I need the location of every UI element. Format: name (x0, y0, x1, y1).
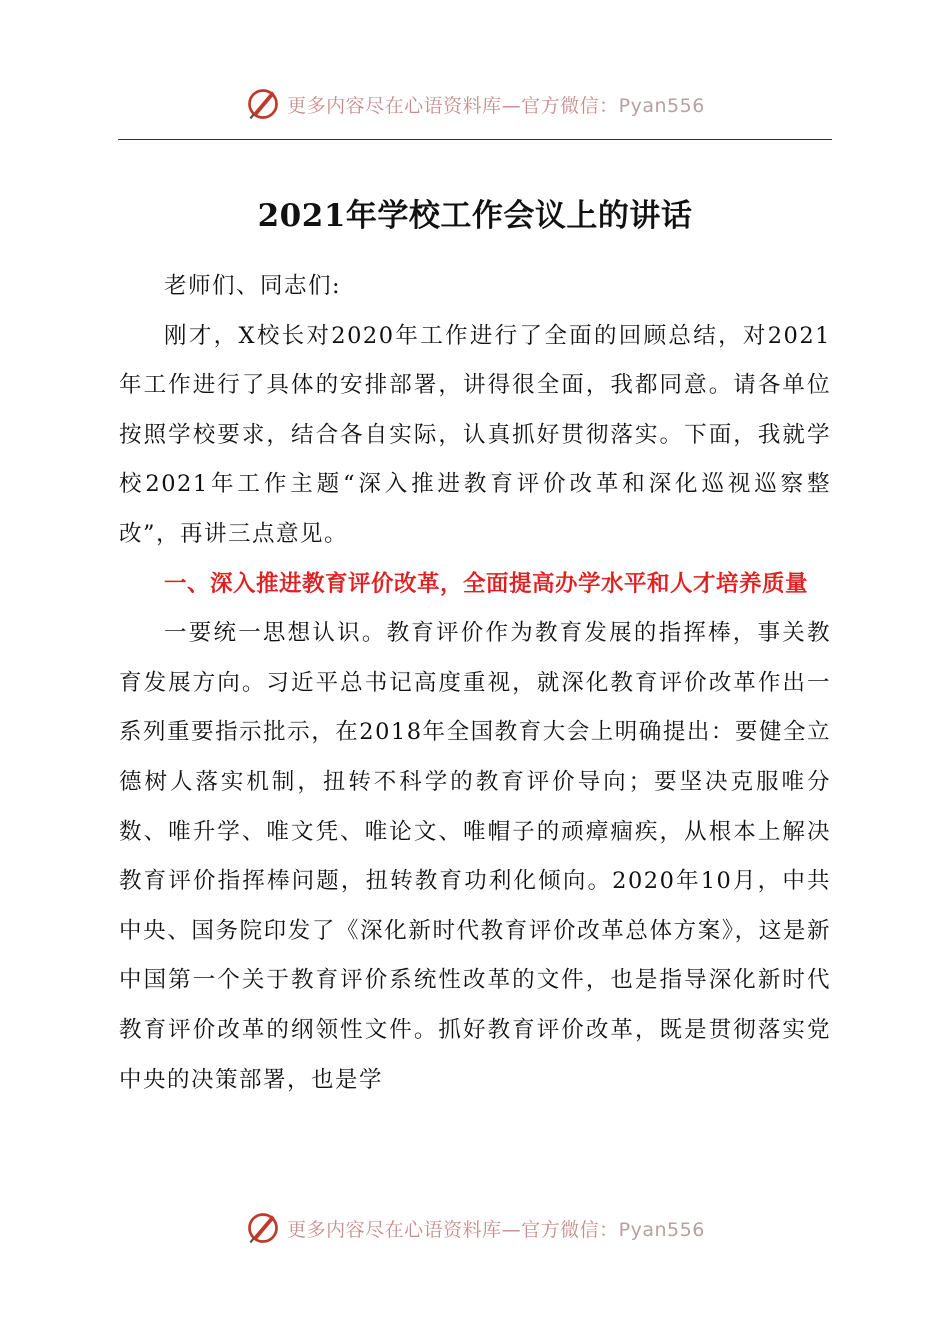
footer-banner (0, 1208, 950, 1248)
document-body (119, 262, 831, 1105)
document-title: 2021年学校工作会议上的讲话 (257, 198, 693, 234)
header-divider (118, 139, 832, 140)
wechat-id: Pyan556 (618, 1218, 705, 1241)
wechat-id: Pyan556 (618, 94, 705, 117)
header-banner (0, 84, 950, 124)
salutation: 老师们、同志们: (164, 273, 342, 299)
banner-text: 更多内容尽在心语资料库—官方微信：Pyan556 (287, 94, 705, 117)
quill-pen-logo-icon (245, 86, 281, 122)
section-heading: 一、深入推进教育评价改革，全面提高办学水平和人才培养质量 (164, 570, 809, 597)
paragraph: 刚才，X校长对2020年工作进行了全面的回顾总结，对2021年工作进行了具体的安排部署，讲得很全面，我都同意。请各单位按照学校要求，结合各自实际，认真抓好贯彻落实。下面，我就学校2021年工作主题“深入推进教育评价改革和深化巡视巡察整改”，再讲三点意见。 (119, 322, 831, 547)
quill-pen-logo-icon (245, 1210, 281, 1246)
banner-text: 更多内容尽在心语资料库—官方微信：Pyan556 (287, 1218, 705, 1241)
paragraph: 一要统一思想认识。教育评价作为教育发展的指挥棒，事关教育发展方向。习近平总书记高度重视，就深化教育评价改革作出一系列重要指示批示，在2018年全国教育大会上明确提出：要健全立德树人落实机制，扭转不科学的教育评价导向；要坚决克服唯分数、唯升学、唯文凭、唯论文、唯帽子的顽瘴痼疾，从根本上解决教育评价指挥棒问题，扭转教育功利化倾向。2020年10月，中共中央、国务院印发了《深化新时代教育评价改革总体方案》，这是新中国第一个关于教育评价系统性改革的文件，也是指导深化新时代教育评价改革的纲领性文件。抓好教育评价改革，既是贯彻落实党中央的决策部署，也是学 (119, 620, 831, 1093)
